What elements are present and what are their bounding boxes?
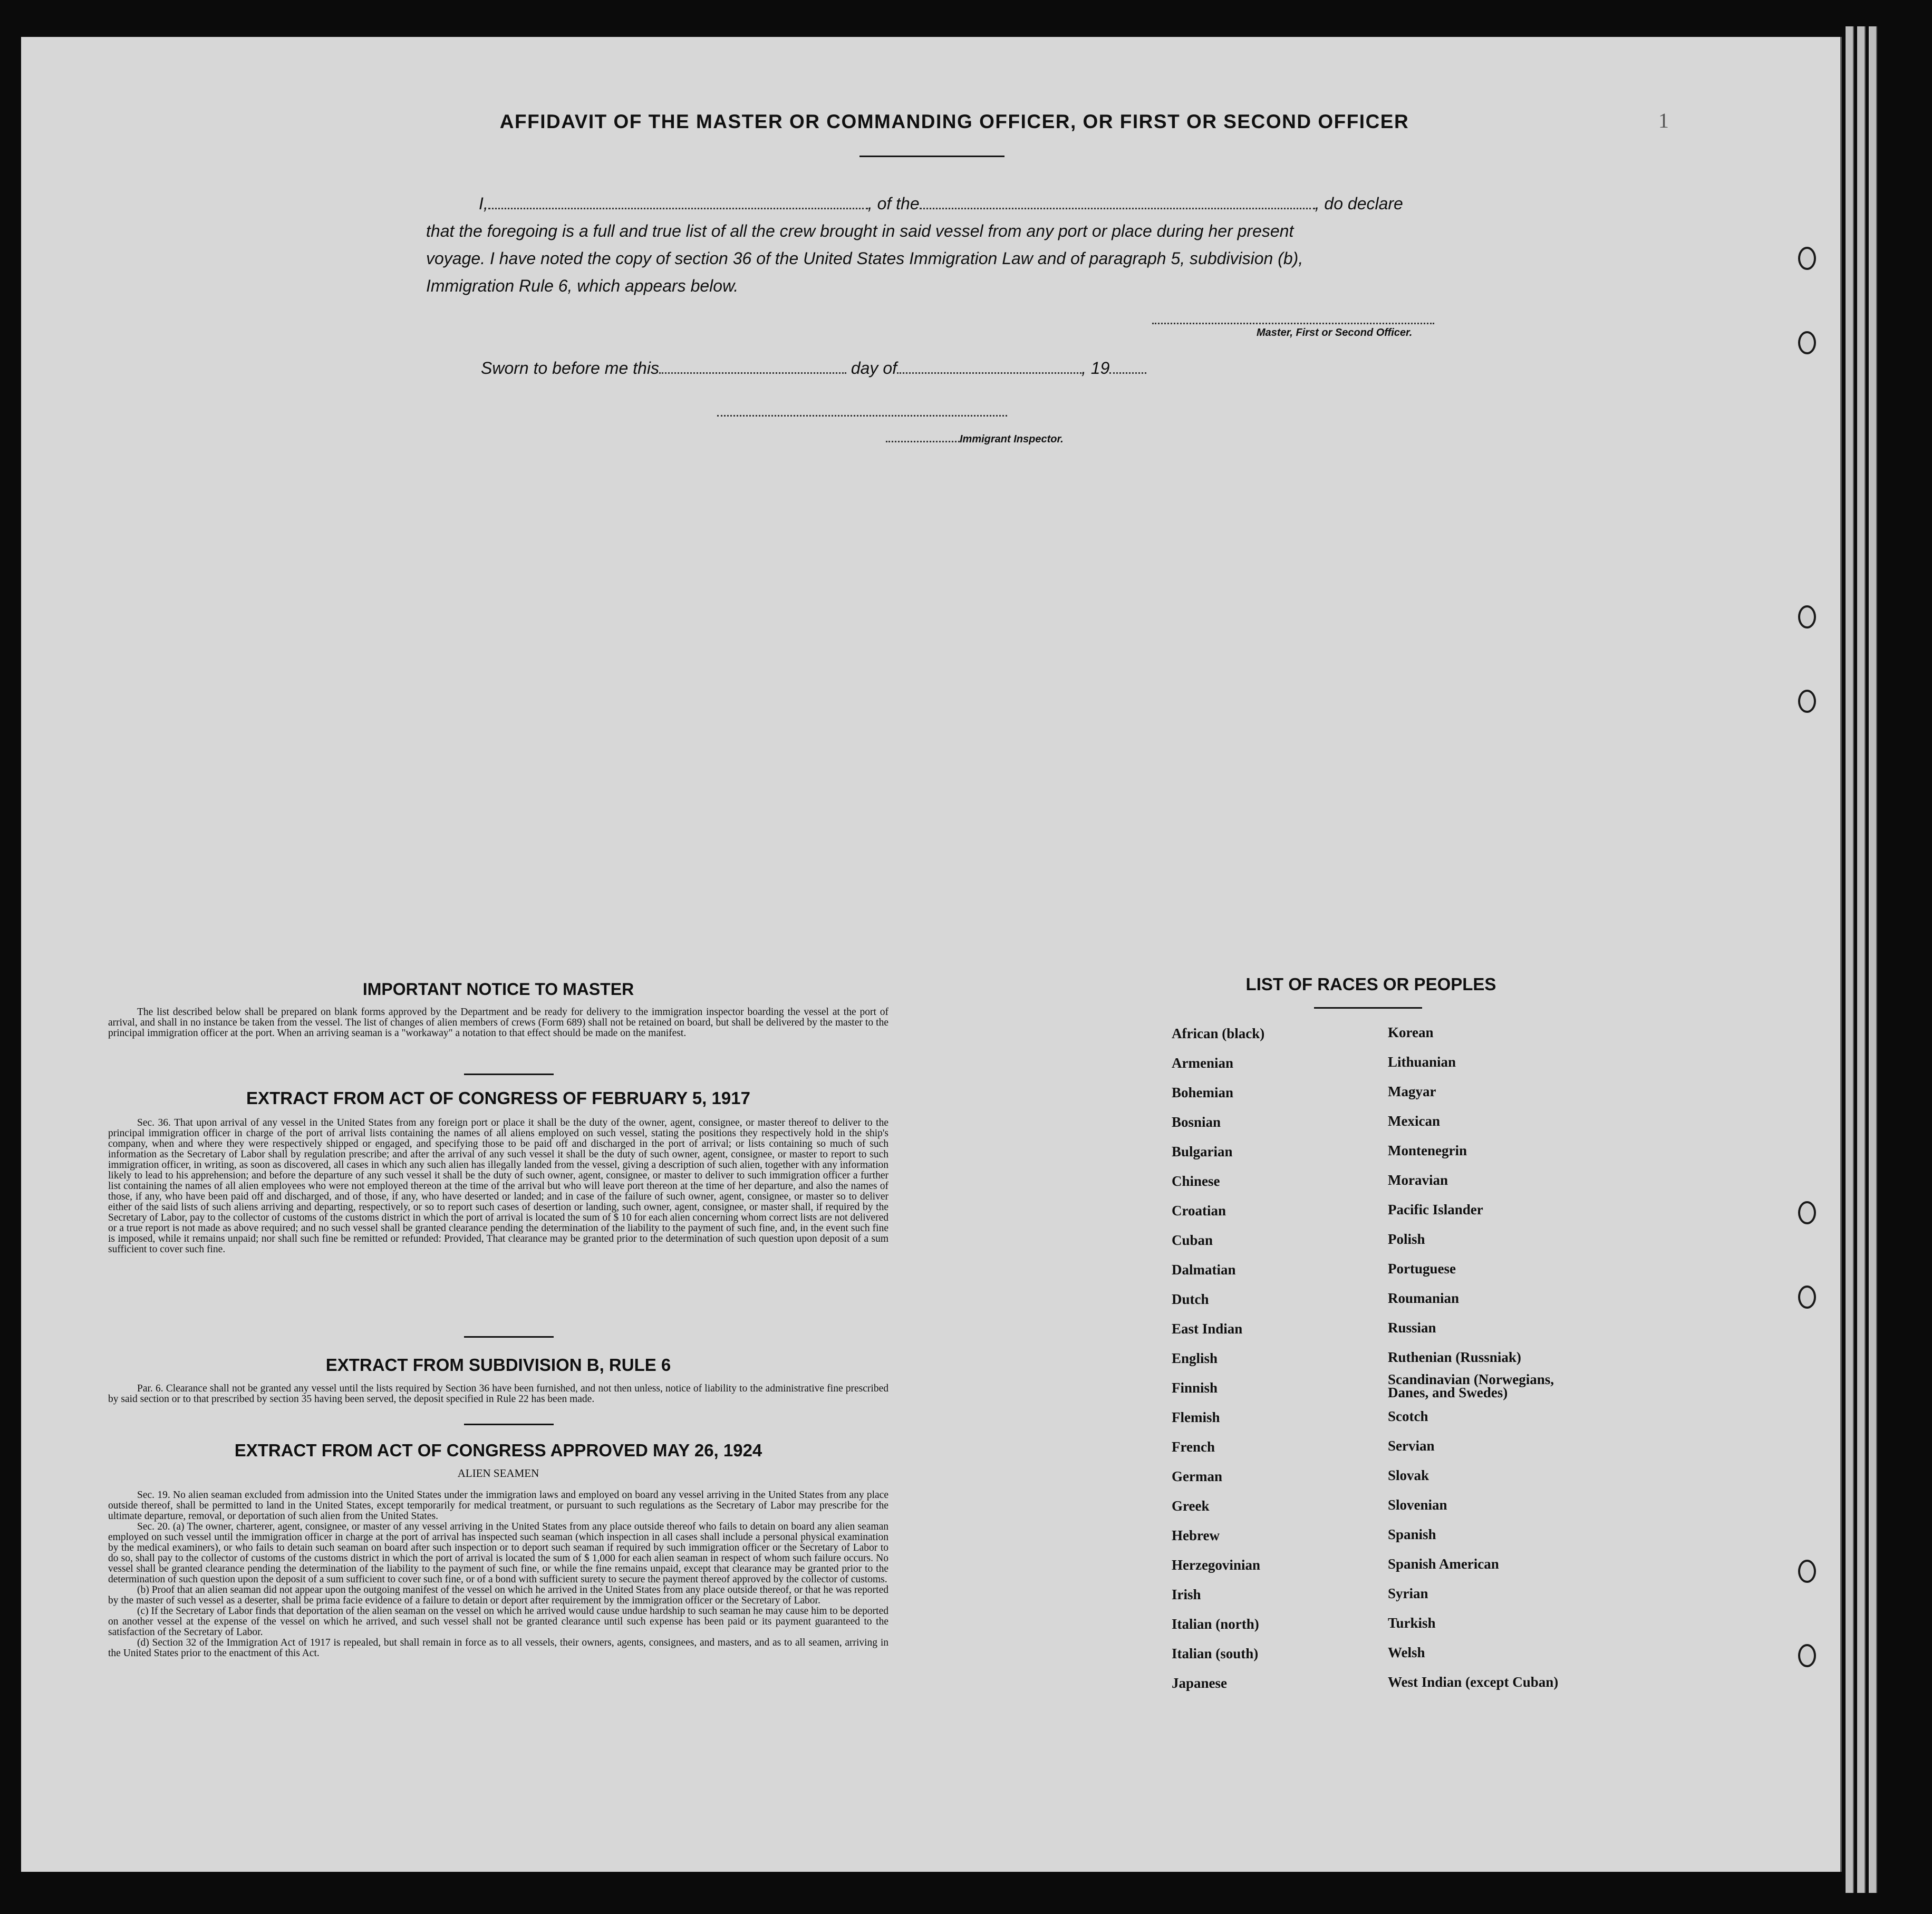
- race-item: Chinese: [1172, 1173, 1220, 1189]
- race-item: Magyar: [1388, 1084, 1436, 1099]
- alien-seamen-subheading: ALIEN SEAMEN: [457, 1467, 539, 1480]
- inspector-signature-line[interactable]: [717, 415, 1007, 417]
- binder-hole: [1798, 1644, 1816, 1667]
- race-item: Russian: [1388, 1320, 1436, 1336]
- race-item: Bulgarian: [1172, 1144, 1233, 1159]
- race-item: African (black): [1172, 1026, 1265, 1041]
- race-item: Japanese: [1172, 1675, 1228, 1691]
- title-rule: [859, 156, 1004, 157]
- do-declare-label: , do declare: [1315, 194, 1403, 213]
- race-item: Polish: [1388, 1231, 1425, 1247]
- affidavit-line: that the foregoing is a full and true list of all the crew brought in said vessel from any port or place during her present: [426, 221, 1294, 240]
- divider-rule: [464, 1074, 554, 1075]
- race-item: Scandinavian (Norwegians, Danes, and Swedes): [1388, 1371, 1554, 1400]
- races-heading: LIST OF RACES OR PEOPLES: [1245, 974, 1496, 994]
- race-item: Spanish: [1388, 1526, 1436, 1542]
- race-item: East Indian: [1172, 1321, 1243, 1337]
- race-item: Dutch: [1172, 1291, 1209, 1307]
- binder-hole: [1798, 1201, 1816, 1224]
- race-item: Korean: [1388, 1024, 1434, 1040]
- page-edge: [1869, 26, 1877, 1893]
- extract-rule6-text: [108, 1384, 888, 1405]
- race-item: Moravian: [1388, 1172, 1448, 1188]
- page-edge: [1857, 26, 1866, 1893]
- race-item: Dalmatian: [1172, 1262, 1236, 1278]
- binder-hole: [1798, 331, 1816, 354]
- extract-1917-text: [108, 1118, 888, 1255]
- year-label: , 19: [1081, 359, 1110, 378]
- race-item: Servian: [1388, 1438, 1435, 1454]
- race-item: Irish: [1172, 1587, 1201, 1602]
- sworn-line: [481, 354, 1146, 382]
- extract-1917-heading: EXTRACT FROM ACT OF CONGRESS OF FEBRUARY 5, 1917: [246, 1088, 750, 1108]
- race-item: Portuguese: [1388, 1261, 1456, 1277]
- extract-1924-heading: EXTRACT FROM ACT OF CONGRESS APPROVED MAY 26, 1924: [234, 1441, 762, 1460]
- affidavit-title: AFFIDAVIT OF THE MASTER OR COMMANDING OFFICER, OR FIRST OR SECOND OFFICER: [499, 111, 1409, 132]
- page-edge: [1846, 26, 1854, 1893]
- officer-caption: Master, First or Second Officer.: [1257, 327, 1413, 339]
- sworn-day-field[interactable]: [659, 368, 846, 374]
- race-item: Mexican: [1388, 1113, 1440, 1129]
- affidavit-line: voyage. I have noted the copy of section 36 of the United States Immigration Law and of paragraph 5, subdivision (b),: [426, 249, 1303, 268]
- binder-hole: [1798, 690, 1816, 713]
- binder-hole: [1798, 605, 1816, 629]
- notice-heading: IMPORTANT NOTICE TO MASTER: [362, 980, 634, 999]
- sec20b-paragraph: (b) Proof that an alien seaman did not appear upon the outgoing manifest of the vessel on which he arrived in the United States from any place outside thereof, or that he was reported by the master of such vessel as a deserter, shall be prima facie evidence of a failure to detain or deport after requirement by the immigration officer or the Secretary of Labor.: [108, 1584, 888, 1606]
- inspector-caption: Immigrant Inspector.: [960, 433, 1064, 445]
- race-item: Lithuanian: [1388, 1054, 1456, 1070]
- page-number: 1: [1658, 109, 1669, 132]
- binder-hole: [1798, 247, 1816, 270]
- race-item: Greek: [1172, 1498, 1210, 1514]
- race-item: Scotch: [1388, 1408, 1428, 1424]
- sworn-month-field[interactable]: [897, 368, 1081, 374]
- race-item: Roumanian: [1388, 1290, 1460, 1306]
- race-item: Pacific Islander: [1388, 1202, 1483, 1217]
- extract-rule6-heading: EXTRACT FROM SUBDIVISION B, RULE 6: [325, 1355, 671, 1375]
- officer-signature-line[interactable]: [1152, 323, 1434, 324]
- race-item: West Indian (except Cuban): [1388, 1674, 1559, 1690]
- extract-1924-text: [108, 1490, 888, 1659]
- sec19-paragraph: Sec. 19. No alien seaman excluded from admission into the United States under the immigration laws and employed on board any vessel arriving in the United States from any place outside thereof, shall be permitted to land in the United States, except temporarily for medical treatment, or pursuant to such regulations as the Secretary of Labor may prescribe for the ultimate departure, removal, or deportation of such alien from the United States.: [108, 1490, 888, 1522]
- race-item: Italian (north): [1172, 1616, 1259, 1632]
- i-label: I,: [479, 194, 488, 213]
- race-item: Ruthenian (Russniak): [1388, 1349, 1521, 1365]
- sec20d-paragraph: (d) Section 32 of the Immigration Act of 1917 is repealed, but shall remain in force as to all vessels, their owners, agents, consignees, and masters, and as to all seamen, arriving in the United States prior to the enactment of this Act.: [108, 1637, 888, 1659]
- notice-paragraph: The list described below shall be prepared on blank forms approved by the Department and be ready for delivery to the immigration inspector boarding the vessel at the port of arrival, and shall in no instance be taken from the vessel. The list of changes of alien members of crews (Form 689) shall not be retained on board, but shall be delivered by the master to the principal immigration officer at the port. When an arriving seaman is a "workaway" a notation to that effect should be made on the manifest.: [108, 1007, 888, 1039]
- race-item: Italian (south): [1172, 1646, 1259, 1661]
- sec20a-paragraph: Sec. 20. (a) The owner, charterer, agent, consignee, or master of any vessel arriving in the United States from any place outside thereof who fails to detain on board any alien seaman employed on such vessel until the immigration officer in charge at the port of arrival has inspected such seaman (which inspection in all cases shall include a personal physical examination by the medical examiners), or who fails to detain such seaman on board after such inspection or to deport such seaman if required by such immigration officer or the Secretary of Labor to do so, shall pay to the collector of customs of the customs district in which the port of arrival is located the sum of $ 1,000 for each alien seaman in respect of whom such failure occurs. No vessel shall be granted clearance pending the determination of the liability to the payment of such fine, or while the fine remains unpaid, except that clearance may be granted prior to the determination of such question upon the deposit of a sum sufficient to cover such fine, or of a bond with sufficient surety to secure the payment thereof approved by the collector of customs.: [108, 1521, 888, 1585]
- race-item: German: [1172, 1468, 1222, 1484]
- race-item: Finnish: [1172, 1380, 1218, 1396]
- inspector-fill: [886, 438, 960, 442]
- race-item: Welsh: [1388, 1645, 1425, 1660]
- divider-rule: [464, 1424, 554, 1425]
- race-item: Croatian: [1172, 1203, 1226, 1219]
- notice-text: [108, 1007, 888, 1039]
- of-the-label: , of the: [867, 194, 920, 213]
- race-item: Montenegrin: [1388, 1143, 1467, 1158]
- race-item: Bohemian: [1172, 1085, 1234, 1100]
- sworn-year-field[interactable]: [1109, 368, 1146, 374]
- race-item: Slovak: [1388, 1467, 1429, 1483]
- races-heading-rule: [1314, 1007, 1422, 1009]
- race-item: Syrian: [1388, 1586, 1428, 1601]
- affidavit-text: [426, 190, 1441, 299]
- divider-rule: [464, 1336, 554, 1338]
- race-item: English: [1172, 1350, 1218, 1366]
- race-item: Hebrew: [1172, 1528, 1220, 1543]
- vessel-field[interactable]: [920, 204, 1315, 209]
- race-item: Cuban: [1172, 1232, 1213, 1248]
- binder-hole: [1798, 1560, 1816, 1583]
- race-item: Turkish: [1388, 1615, 1436, 1631]
- sec36-paragraph: Sec. 36. That upon arrival of any vessel in the United States from any foreign port or place it shall be the duty of the owner, agent, consignee, or master thereof to deliver to the principal immigration officer in charge of the port of arrival lists containing the names of all aliens employed on such vessel, stating the positions they respectively hold in the ship's company, when and where they were respectively shipped or engaged, and specifying those to be paid off and discharged in the port of arrival; or lists containing so much of such information as the Secretary of Labor shall by regulation prescribe; and after the arrival of any such vessel it shall be the duty of such owner, agent, consignee, or master to report to such immigration officer, in writing, as soon as discovered, all cases in which any such alien has illegally landed from the vessel, giving a description of such alien, together with any information likely to lead to his apprehension; and before the departure of any such vessel it shall be the duty of such owner, agent, consignee, or master to deliver to such immigration officer a further list containing the names of all alien employees who were not employed thereon at the time of the arrival but who will leave port thereon at the time of her departure, and also the names of those, if any, who have been paid off and discharged, and of those, if any, who have deserted or landed; and in case of the failure of such owner, agent, consignee, or master so to deliver either of the said lists of such aliens arriving and departing, respectively, or so to report such cases of desertion or landing, such owner, agent, consignee, or master shall, if required by the Secretary of Labor, pay to the collector of customs of the customs district in which the port of arrival is located the sum of $ 10 for each alien concerning whom correct lists are not delivered or a true report is not made as above required; and no such vessel shall be granted clearance pending the determination of the liability to the payment of such fine, and, in the event such fine is imposed, while it remains unpaid; nor shall such fine be remitted or refunded: Provided, That clearance may be granted prior to the determination of such question upon deposit of a sum sufficient to cover such fine.: [108, 1117, 888, 1255]
- race-item: French: [1172, 1439, 1215, 1455]
- race-item: Armenian: [1172, 1055, 1233, 1071]
- inspector-caption-row: [886, 433, 1064, 446]
- race-item: Bosnian: [1172, 1114, 1221, 1130]
- race-item: Flemish: [1172, 1409, 1220, 1425]
- affidavit-line: Immigration Rule 6, which appears below.: [426, 276, 739, 295]
- race-item: Spanish American: [1388, 1556, 1499, 1572]
- par6-paragraph: Par. 6. Clearance shall not be granted any vessel until the lists required by Section 36 have been furnished, and not then unless, notice of liability to the administrative fine prescribed by said section or to that prescribed by section 35 having been served, the deposit specified in Rule 22 has been made.: [108, 1383, 888, 1405]
- sworn-label: Sworn to before me this: [481, 359, 659, 378]
- binder-hole: [1798, 1285, 1816, 1309]
- name-field[interactable]: [488, 204, 868, 209]
- race-item: Slovenian: [1388, 1497, 1447, 1513]
- sec20c-paragraph: (c) If the Secretary of Labor finds that deportation of the alien seaman on the vessel on which he arrived would cause undue hardship to such seaman he may cause him to be deported on another vessel at the expense of the vessel on which he arrived, and such vessel shall not be granted clearance until such expense has been paid or its payment guaranteed to the satisfaction of the Secretary of Labor.: [108, 1606, 888, 1638]
- race-item: Herzegovinian: [1172, 1557, 1260, 1573]
- day-of-label: day of: [851, 359, 897, 378]
